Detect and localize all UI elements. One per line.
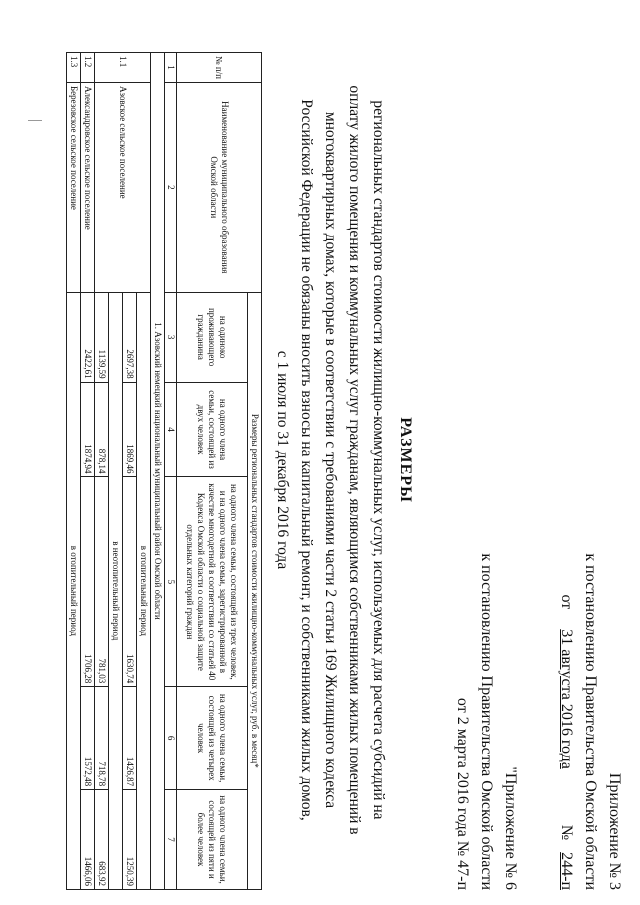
appendix-6-date-line: от 2 марта 2016 года № 47-п — [454, 697, 471, 890]
value-cell: 1426,87 — [123, 687, 137, 790]
appendix-3-date-line — [554, 420, 578, 890]
scan-mark — [28, 120, 42, 123]
period-label-heating: в отопительный период — [137, 292, 151, 889]
period-label-heating: в отопительный период — [67, 292, 81, 889]
value-cell: 878,14 — [95, 382, 109, 477]
row-municipality: Азовское сельское поселение — [95, 82, 151, 292]
value-cell: 2697,38 — [123, 292, 137, 382]
subtitle-line: многоквартирных домах, которые в соответствии с требованиями части 2 статьи 169 Жилищного кодекса — [322, 111, 339, 809]
value-cell: 781,03 — [95, 477, 109, 687]
header-col-4: на одного члена семьи, состоящей из двух человек — [177, 382, 248, 477]
value-cell: 1250,39 — [123, 790, 137, 890]
index-cell: 7 — [165, 790, 177, 890]
standards-table — [66, 52, 262, 890]
header-col-5: на одного члена семьи, состоящей из трех человек, и на одного члена семьи, зарегистрированной в качестве многодетной в соответствии со статьей 40 Кодекса Омской области о социальной защите отдельных категорий граждан — [177, 477, 248, 687]
appendix-3-from: от — [558, 594, 575, 610]
value-cell: 718,78 — [95, 687, 109, 790]
value-cell: 1874,94 — [81, 382, 95, 477]
subtitle-line: с 1 июля по 31 декабря 2016 года — [274, 350, 291, 570]
header-no: № п/п — [177, 53, 262, 83]
period-row — [137, 53, 151, 890]
index-cell: 4 — [165, 382, 177, 477]
value-cell: 1706,28 — [81, 477, 95, 687]
value-cell: 683,92 — [95, 790, 109, 890]
appendix-3-no: № — [558, 824, 575, 841]
period-label-nonheating: в неотопительный период — [109, 292, 123, 889]
value-cell: 1139,59 — [95, 292, 109, 382]
appendix-6-title: "Приложение № 6 — [502, 766, 519, 890]
row-municipality: Березовское сельское поселение — [67, 82, 81, 292]
table-header-row — [248, 53, 262, 890]
document-subtitle — [270, 40, 390, 880]
value-cell: 1869,46 — [123, 382, 137, 477]
table-row — [67, 53, 81, 890]
index-cell: 3 — [165, 292, 177, 382]
header-group: Размеры региональных стандартов стоимости жилищно-коммунальных услуг, руб. в месяц* — [248, 292, 262, 889]
section-row — [151, 53, 165, 890]
index-cell: 2 — [165, 82, 177, 292]
row-municipality: Александровское сельское поселение — [81, 82, 95, 292]
appendix-3-resolution: к постановлению Правительства Омской области — [582, 553, 599, 890]
index-cell: 5 — [165, 477, 177, 687]
appendix-3-header — [554, 420, 626, 890]
value-cell: 1572,48 — [81, 687, 95, 790]
header-col-7: на одного члена семьи, состоящей из пяти и более человек — [177, 790, 248, 890]
subtitle-line: оплату жилого помещения и коммунальных услуг гражданам, являющимся собственниками жилых помещений в — [346, 85, 363, 835]
row-no: 1.2 — [81, 53, 95, 83]
header-municipality: Наименование муниципального образования Омской области — [177, 82, 262, 292]
row-no: 1.1 — [95, 53, 151, 83]
value-cell: 1466,06 — [81, 790, 95, 890]
appendix-6-resolution: к постановлению Правительства Омской области — [478, 553, 495, 890]
row-no: 1.3 — [67, 53, 81, 83]
value-cell: 1630,74 — [123, 477, 137, 687]
header-col-3: на одиноко проживающего гражданина — [177, 292, 248, 382]
index-cell: 1 — [165, 53, 177, 83]
index-cell: 6 — [165, 687, 177, 790]
subtitle-line: Российской Федерации не обязаны вносить взносы на капитальный ремонт, и собственниками жилых домов, — [298, 99, 315, 821]
appendix-6-header — [450, 420, 522, 890]
value-cell: 2422,61 — [81, 292, 95, 382]
column-index-row — [165, 53, 177, 890]
header-col-6: на одного члена семьи, состоящей из четырех человек — [177, 687, 248, 790]
section-title: 1. Азовский немецкий национальный муниципальный район Омской области — [151, 53, 165, 890]
appendix-3-number: 244-п — [558, 852, 575, 890]
document-title: РАЗМЕРЫ — [397, 417, 414, 503]
subtitle-line: региональных стандартов стоимости жилищно-коммунальных услуг, используемых для расчета субсидий на — [370, 100, 387, 820]
appendix-3-date: 31 августа 2016 года — [558, 629, 575, 769]
table-row — [81, 53, 95, 890]
appendix-3-title: Приложение № 3 — [606, 772, 623, 890]
